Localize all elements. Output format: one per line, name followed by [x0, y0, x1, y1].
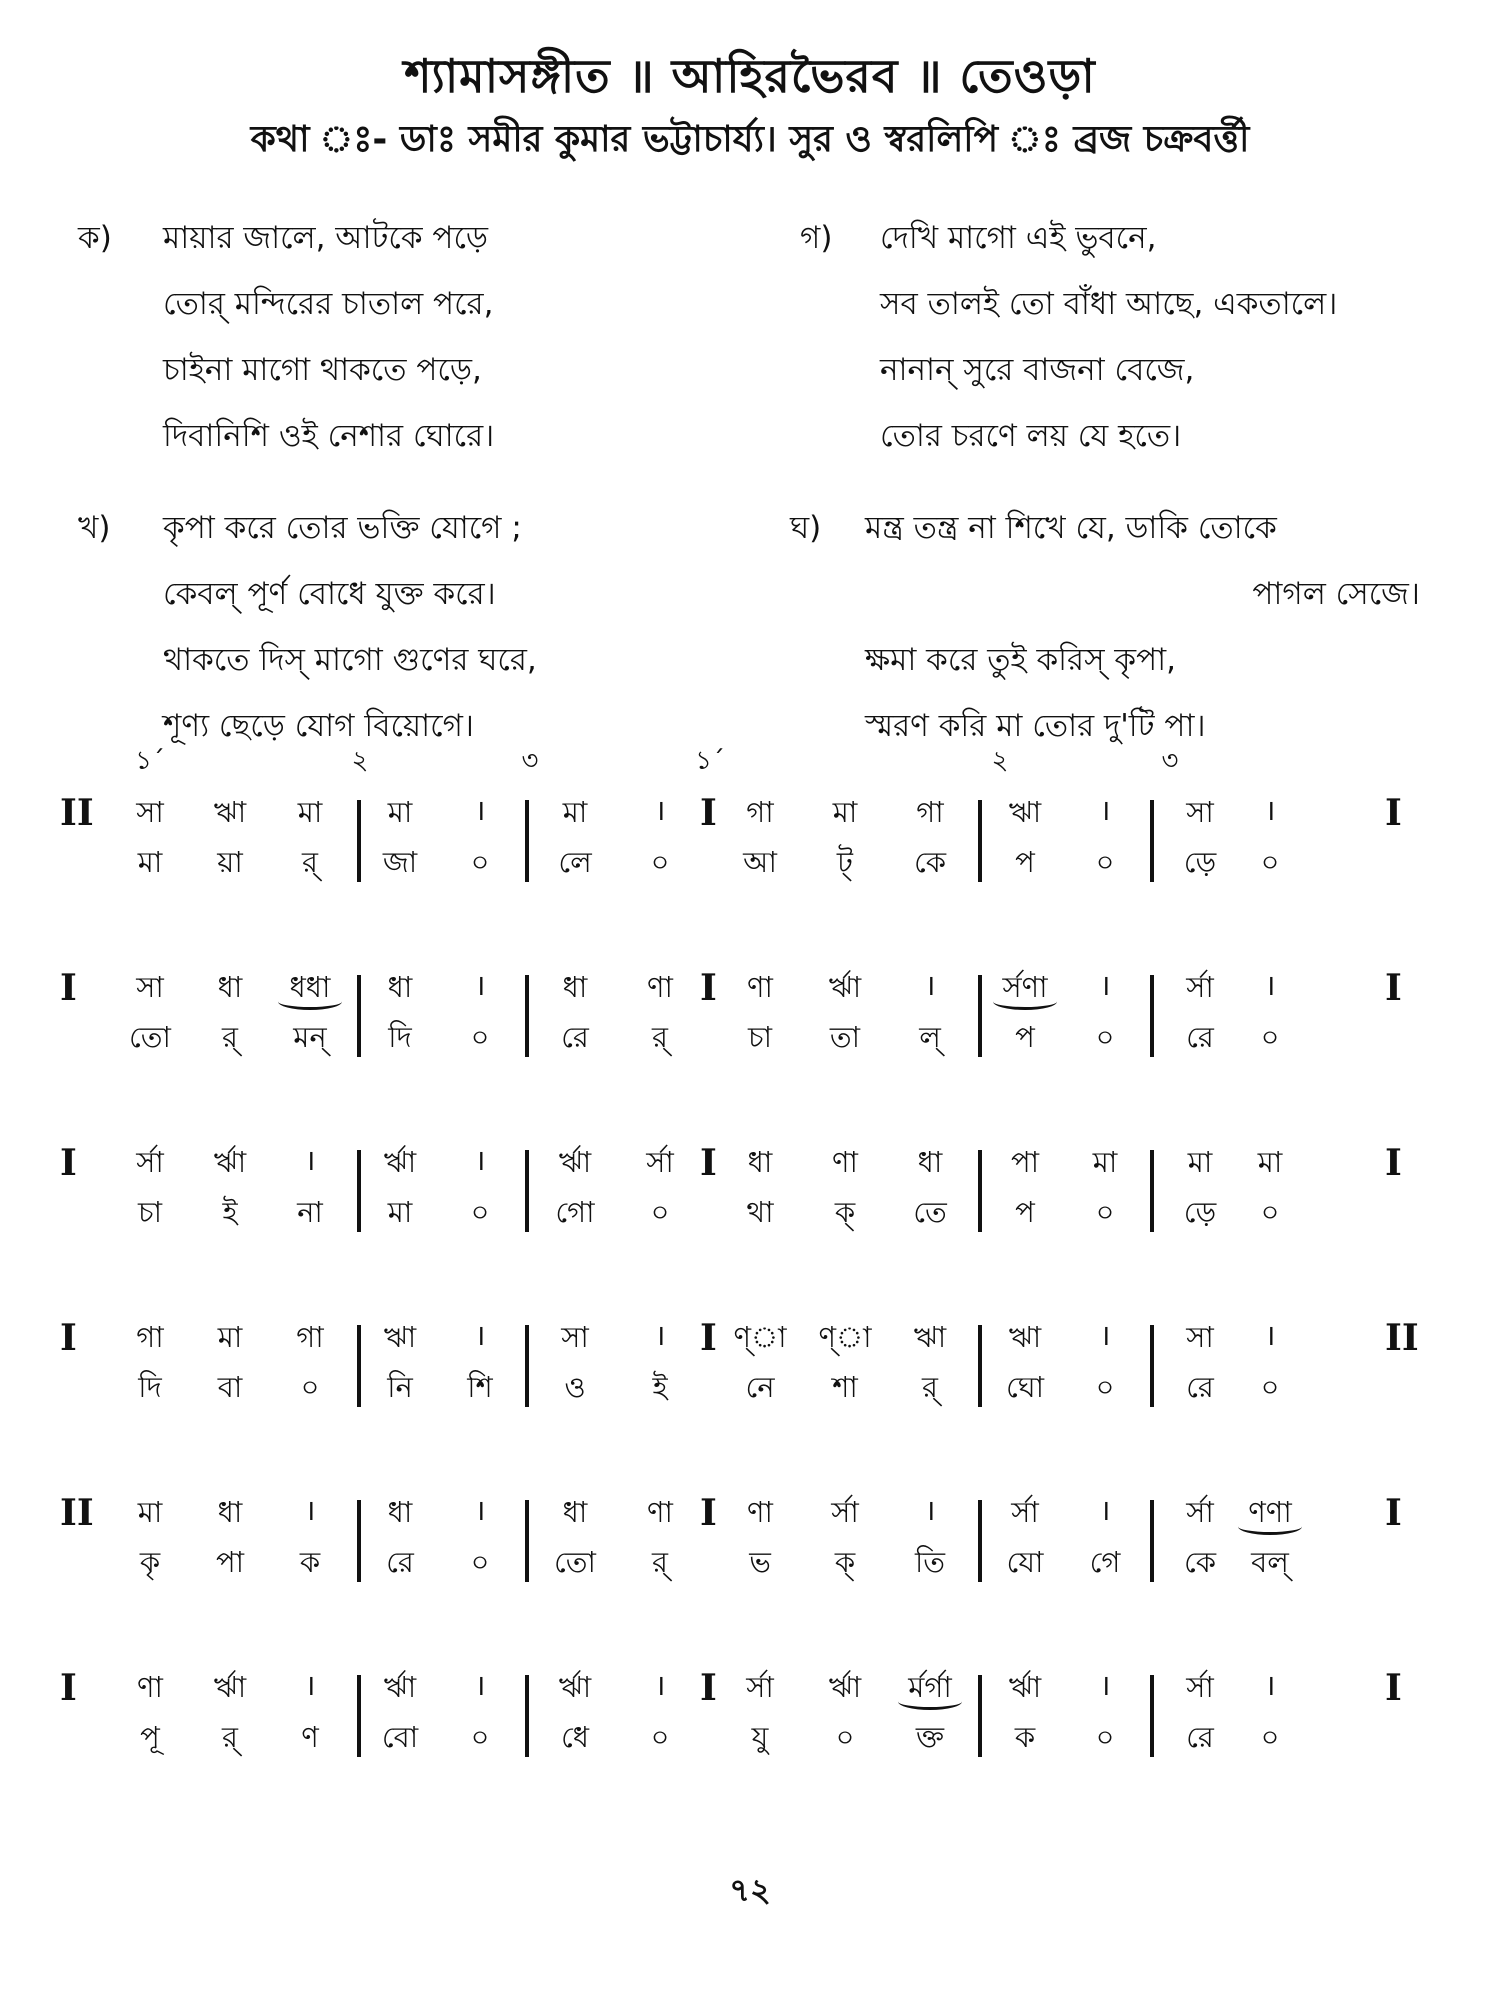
- lyric-syllable: মন্: [293, 1020, 327, 1054]
- swara-note: ণণা: [1248, 1495, 1292, 1529]
- swara-note: ণা: [747, 1495, 773, 1529]
- lyric-syllable: ক্: [834, 1545, 856, 1579]
- stanza-line: নানান্ সুরে বাজনা বেজে,: [880, 352, 1195, 388]
- stanza-label: খ): [78, 510, 111, 546]
- swara-note: মা: [217, 1320, 243, 1354]
- lyric-syllable: ০: [470, 1195, 490, 1229]
- swara-note: ধা: [387, 970, 413, 1004]
- lyric-syllable: ০: [1095, 1020, 1115, 1054]
- swara-note: ধধা: [289, 970, 331, 1004]
- measure-bar: [357, 975, 361, 1057]
- swara-note: ঋা: [383, 1320, 417, 1354]
- lyric-syllable: মা: [387, 1195, 413, 1229]
- lyric-syllable: চা: [747, 1020, 773, 1054]
- row-start-bar: I: [60, 1317, 77, 1359]
- swara-note: ।: [474, 793, 486, 827]
- lyric-syllable: তো: [129, 1020, 171, 1054]
- stanza-line: থাকতে দিস্ মাগো গুণের ঘরে,: [163, 642, 537, 678]
- lyric-syllable: তো: [554, 1545, 596, 1579]
- lyric-syllable: ০: [1095, 1720, 1115, 1754]
- notation-grid: [60, 746, 1430, 1800]
- swara-note: ।: [924, 968, 936, 1002]
- lyric-syllable: জা: [382, 845, 418, 879]
- lyric-syllable: ও: [564, 1370, 586, 1404]
- lyric-syllable: ণ: [301, 1720, 319, 1754]
- swara-note: র্ঋা: [1008, 1670, 1042, 1704]
- row-end-bar: I: [1385, 1142, 1402, 1184]
- lyric-syllable: গে: [1089, 1545, 1121, 1579]
- lyric-syllable: থা: [746, 1195, 774, 1229]
- swara-note: ঋা: [1008, 1320, 1042, 1354]
- row-mid-bar: I: [700, 1142, 717, 1184]
- swara-note: গা: [136, 1320, 164, 1354]
- lyric-syllable: দি: [138, 1370, 162, 1404]
- lyric-syllable: ০: [650, 1720, 670, 1754]
- measure-bar: [978, 1500, 982, 1582]
- swara-note: র্সা: [831, 1495, 859, 1529]
- lyric-syllable: র্: [222, 1020, 238, 1054]
- measure-bar: [1150, 1325, 1154, 1407]
- swara-note: সা: [136, 795, 164, 829]
- stanza-line: পাগল সেজে।: [1252, 576, 1420, 612]
- swara-note: ।: [304, 1668, 316, 1702]
- swara-note: র্ঋা: [383, 1670, 417, 1704]
- swara-note: গা: [916, 795, 944, 829]
- row-end-bar: I: [1385, 1492, 1402, 1534]
- swara-note: ঋা: [913, 1320, 947, 1354]
- swara-note: র্সা: [136, 1145, 164, 1179]
- row-end-bar: II: [1385, 1317, 1419, 1359]
- row-mid-bar: I: [700, 967, 717, 1009]
- lyric-syllable: বা: [217, 1370, 243, 1404]
- lyric-syllable: কে: [913, 845, 947, 879]
- row-start-bar: I: [60, 1667, 77, 1709]
- stanza-ka: [78, 205, 638, 469]
- measure-bar: [357, 1675, 361, 1757]
- lyric-syllable: প: [1015, 1020, 1035, 1054]
- stanza-line: তোর চরণে লয় যে হতে।: [880, 418, 1182, 454]
- swara-note: র্ঋা: [828, 970, 862, 1004]
- lyric-syllable: ট্: [837, 845, 853, 879]
- lyric-syllable: ঘো: [1005, 1370, 1045, 1404]
- measure-bar: [525, 1150, 529, 1232]
- stanza-line: কৃপা করে তোর ভক্তি যোগে ;: [163, 510, 522, 546]
- swara-note: ।: [1099, 1668, 1111, 1702]
- beat-marker: ২: [351, 746, 369, 776]
- swara-note: ধা: [917, 1145, 943, 1179]
- swara-note: র্ঋা: [558, 1145, 592, 1179]
- lyric-syllable: যু: [751, 1720, 769, 1754]
- swara-note: গা: [296, 1320, 324, 1354]
- swara-note: র্সা: [746, 1670, 774, 1704]
- stanza-line: সব তালই তো বাঁধা আছে, একতালে।: [880, 286, 1338, 322]
- lyric-syllable: ক্: [834, 1195, 856, 1229]
- lyric-syllable: ভ: [749, 1545, 771, 1579]
- lyric-syllable: ক: [299, 1545, 321, 1579]
- swara-note: ।: [474, 1318, 486, 1352]
- stanza-label: ঘ): [790, 510, 822, 546]
- stanza-line: ক্ষমা করে তুই করিস্ কৃপা,: [865, 642, 1176, 678]
- swara-note: ।: [304, 1143, 316, 1177]
- swara-note: ঋা: [1008, 795, 1042, 829]
- swara-note: র্সা: [1186, 1670, 1214, 1704]
- lyric-syllable: পূ: [140, 1720, 160, 1754]
- stanza-line: শূণ্য ছেড়ে যোগ বিয়োগে।: [163, 708, 475, 744]
- lyric-syllable: ০: [650, 845, 670, 879]
- measure-bar: [525, 1500, 529, 1582]
- row-start-bar: II: [60, 792, 94, 834]
- lyric-syllable: ই: [222, 1195, 238, 1229]
- swara-note: ণা: [137, 1670, 163, 1704]
- lyric-syllable: কৃ: [139, 1545, 161, 1579]
- swara-note: ।: [654, 1318, 666, 1352]
- swara-note: ণ্া: [733, 1320, 787, 1354]
- meend-slur: [278, 993, 342, 1010]
- swara-note: র্সা: [1011, 1495, 1039, 1529]
- lyric-syllable: পা: [215, 1545, 245, 1579]
- beat-marker: ১´: [695, 746, 725, 776]
- measure-bar: [357, 800, 361, 882]
- measure-bar: [978, 1325, 982, 1407]
- swara-note: মা: [297, 795, 323, 829]
- swara-note: র্মর্গা: [908, 1670, 952, 1704]
- lyric-syllable: ০: [1095, 1370, 1115, 1404]
- stanza-line: দিবানিশি ওই নেশার ঘোরে।: [163, 418, 495, 454]
- lyric-syllable: প: [1015, 1195, 1035, 1229]
- lyric-syllable: ০: [835, 1720, 855, 1754]
- swara-note: ণা: [647, 1495, 673, 1529]
- lyric-syllable: গো: [555, 1195, 595, 1229]
- lyric-syllable: নি: [387, 1370, 413, 1404]
- lyric-syllable: আ: [743, 845, 777, 879]
- stanza-line: মন্ত্র তন্ত্র না শিখে যে, ডাকি তোকে: [865, 510, 1277, 546]
- row-start-bar: I: [60, 967, 77, 1009]
- lyric-syllable: ০: [1095, 1195, 1115, 1229]
- lyric-syllable: কে: [1183, 1545, 1217, 1579]
- beat-marker: ৩: [1161, 746, 1179, 776]
- swara-note: মা: [1257, 1145, 1283, 1179]
- swara-note: সা: [136, 970, 164, 1004]
- beat-marker: ২: [991, 746, 1009, 776]
- page-title: শ্যামাসঙ্গীত ॥ আহিরভৈরব ॥ তেওড়া: [404, 49, 1096, 103]
- lyric-syllable: ল্: [919, 1020, 941, 1054]
- swara-note: ।: [1099, 793, 1111, 827]
- row-start-bar: I: [60, 1142, 77, 1184]
- swara-note: সা: [1186, 1320, 1214, 1354]
- stanza-ga: [800, 205, 1420, 469]
- swara-note: গা: [746, 795, 774, 829]
- lyric-syllable: ০: [1260, 1195, 1280, 1229]
- swara-note: ।: [654, 1668, 666, 1702]
- swara-note: পা: [1010, 1145, 1040, 1179]
- measure-bar: [978, 1150, 982, 1232]
- measure-bar: [525, 1325, 529, 1407]
- stanza-label: গ): [800, 220, 833, 256]
- lyric-syllable: ০: [470, 845, 490, 879]
- beat-marker: ৩: [521, 746, 539, 776]
- lyric-syllable: প: [1015, 845, 1035, 879]
- swara-note: ধা: [387, 1495, 413, 1529]
- swara-note: র্সণা: [1002, 970, 1048, 1004]
- row-start-bar: II: [60, 1492, 94, 1534]
- stanza-line: মায়ার জালে, আটকে পড়ে: [163, 220, 489, 256]
- swara-note: ।: [1099, 1318, 1111, 1352]
- lyric-syllable: লে: [558, 845, 592, 879]
- swara-note: র্ঋা: [383, 1145, 417, 1179]
- swara-note: ণা: [832, 1145, 858, 1179]
- stanza-line: চাইনা মাগো থাকতে পড়ে,: [163, 352, 482, 388]
- lyric-syllable: ০: [650, 1195, 670, 1229]
- stanza-kha: [78, 495, 678, 759]
- lyric-syllable: ড়ে: [1183, 845, 1217, 879]
- swara-note: ।: [474, 968, 486, 1002]
- lyric-syllable: ই: [652, 1370, 668, 1404]
- measure-bar: [525, 1675, 529, 1757]
- stanza-line: স্মরণ করি মা তোর দু'টি পা।: [865, 708, 1206, 744]
- lyric-syllable: ০: [1260, 845, 1280, 879]
- swara-note: মা: [1092, 1145, 1118, 1179]
- stanza-line: দেখি মাগো এই ভুবনে,: [880, 220, 1157, 256]
- lyric-syllable: ০: [470, 1720, 490, 1754]
- measure-bar: [1150, 1150, 1154, 1232]
- lyric-syllable: রে: [1186, 1020, 1214, 1054]
- swara-note: ।: [1264, 793, 1276, 827]
- lyric-syllable: র্: [652, 1020, 668, 1054]
- lyric-syllable: না: [297, 1195, 323, 1229]
- row-mid-bar: I: [700, 1492, 717, 1534]
- lyric-syllable: ০: [1260, 1370, 1280, 1404]
- swara-note: মা: [137, 1495, 163, 1529]
- lyric-syllable: ড়ে: [1183, 1195, 1217, 1229]
- lyric-syllable: রে: [1186, 1720, 1214, 1754]
- swara-note: ।: [654, 793, 666, 827]
- lyric-syllable: র্: [302, 845, 318, 879]
- lyric-syllable: বল্: [1251, 1545, 1289, 1579]
- meend-slur: [1238, 1518, 1302, 1535]
- lyric-syllable: শি: [467, 1370, 493, 1404]
- swara-note: ধা: [562, 970, 588, 1004]
- stanza-gha: [790, 495, 1420, 759]
- lyric-syllable: র্: [222, 1720, 238, 1754]
- lyric-syllable: ধে: [560, 1720, 590, 1754]
- lyric-syllable: চা: [137, 1195, 163, 1229]
- swara-note: ।: [474, 1668, 486, 1702]
- lyric-syllable: ০: [470, 1020, 490, 1054]
- lyric-syllable: তে: [913, 1195, 947, 1229]
- lyric-syllable: তি: [914, 1545, 946, 1579]
- swara-note: র্সা: [646, 1145, 674, 1179]
- lyric-syllable: র্: [652, 1545, 668, 1579]
- measure-bar: [978, 800, 982, 882]
- lyric-syllable: ০: [300, 1370, 320, 1404]
- swara-note: ধা: [562, 1495, 588, 1529]
- lyric-syllable: মা: [137, 845, 163, 879]
- stanza-line: তোর্ মন্দিরের চাতাল পরে,: [163, 286, 494, 322]
- lyric-syllable: রে: [1186, 1370, 1214, 1404]
- measure-bar: [1150, 800, 1154, 882]
- swara-note: র্ঋা: [558, 1670, 592, 1704]
- credits-subtitle: কথা ঃ- ডাঃ সমীর কুমার ভট্টাচার্য্য। সুর ও স্বরলিপি ঃ ব্রজ চক্রবর্ত্তী: [250, 119, 1250, 160]
- swara-note: ধা: [217, 970, 243, 1004]
- lyric-syllable: বো: [381, 1720, 419, 1754]
- lyric-syllable: শা: [832, 1370, 858, 1404]
- swara-note: ।: [1264, 1668, 1276, 1702]
- row-end-bar: I: [1385, 792, 1402, 834]
- swara-note: ধা: [747, 1145, 773, 1179]
- lyric-syllable: রে: [561, 1020, 589, 1054]
- swara-note: ।: [304, 1493, 316, 1527]
- lyric-syllable: ক: [1014, 1720, 1036, 1754]
- swara-note: ণ্া: [818, 1320, 872, 1354]
- swara-note: ।: [1264, 968, 1276, 1002]
- lyric-syllable: ০: [470, 1545, 490, 1579]
- swara-note: মা: [832, 795, 858, 829]
- lyric-syllable: ০: [1095, 845, 1115, 879]
- measure-bar: [525, 975, 529, 1057]
- swara-note: ।: [1264, 1318, 1276, 1352]
- measure-bar: [1150, 975, 1154, 1057]
- measure-bar: [1150, 1500, 1154, 1582]
- measure-bar: [1150, 1675, 1154, 1757]
- beat-marker: ১´: [135, 746, 165, 776]
- meend-slur: [993, 993, 1057, 1010]
- swara-note: সা: [1186, 795, 1214, 829]
- lyric-syllable: রে: [386, 1545, 414, 1579]
- stanza-line: কেবল্ পূর্ণ বোধে যুক্ত করে।: [163, 576, 496, 612]
- lyric-syllable: তা: [829, 1020, 861, 1054]
- swara-note: ।: [1099, 1493, 1111, 1527]
- lyric-syllable: দি: [388, 1020, 412, 1054]
- lyric-syllable: ০: [1260, 1720, 1280, 1754]
- measure-bar: [357, 1500, 361, 1582]
- lyric-syllable: য়া: [217, 845, 243, 879]
- measure-bar: [978, 975, 982, 1057]
- swara-note: ।: [474, 1493, 486, 1527]
- stanza-label: ক): [78, 220, 112, 256]
- lyric-syllable: ক্ত: [915, 1720, 945, 1754]
- swara-note: ।: [474, 1143, 486, 1177]
- measure-bar: [525, 800, 529, 882]
- row-end-bar: I: [1385, 1667, 1402, 1709]
- lyric-syllable: ০: [1260, 1020, 1280, 1054]
- swara-note: সা: [561, 1320, 589, 1354]
- row-end-bar: I: [1385, 967, 1402, 1009]
- swara-note: মা: [387, 795, 413, 829]
- swara-note: ।: [1099, 968, 1111, 1002]
- page-number: ৭২: [729, 1871, 771, 1909]
- swara-note: ণা: [647, 970, 673, 1004]
- lyric-syllable: নে: [745, 1370, 775, 1404]
- swara-note: মা: [562, 795, 588, 829]
- swara-note: ঋা: [213, 795, 247, 829]
- swara-note: ।: [924, 1493, 936, 1527]
- row-mid-bar: I: [700, 1317, 717, 1359]
- swara-note: মা: [1187, 1145, 1213, 1179]
- swara-note: র্ঋা: [213, 1670, 247, 1704]
- swara-note: র্সা: [1186, 970, 1214, 1004]
- row-mid-bar: I: [700, 1667, 717, 1709]
- row-mid-bar: I: [700, 792, 717, 834]
- swara-note: র্সা: [1186, 1495, 1214, 1529]
- swara-note: র্ঋা: [213, 1145, 247, 1179]
- lyric-syllable: র্: [922, 1370, 938, 1404]
- measure-bar: [978, 1675, 982, 1757]
- lyric-syllable: যো: [1006, 1545, 1044, 1579]
- meend-slur: [898, 1693, 962, 1710]
- measure-bar: [357, 1325, 361, 1407]
- swara-note: ধা: [217, 1495, 243, 1529]
- measure-bar: [357, 1150, 361, 1232]
- swara-note: র্ঋা: [828, 1670, 862, 1704]
- swara-note: ণা: [747, 970, 773, 1004]
